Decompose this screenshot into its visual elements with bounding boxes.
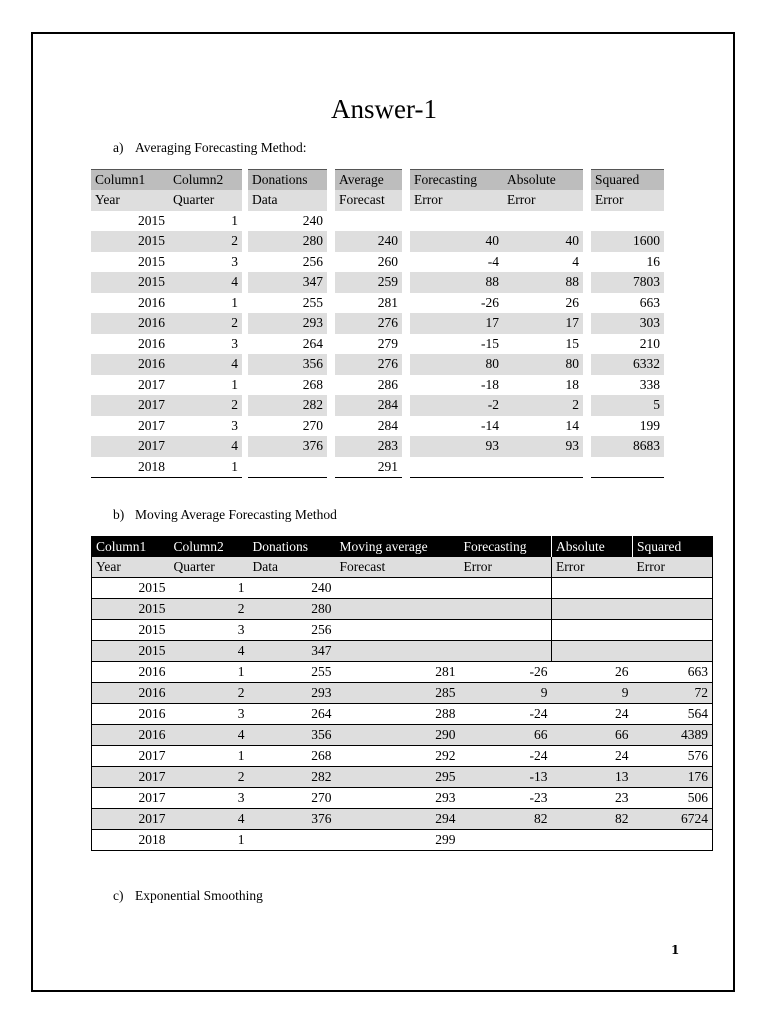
header-cell: Error <box>633 557 713 578</box>
cell-gap <box>583 395 591 416</box>
averaging-forecast-table <box>91 169 664 478</box>
table-cell: 256 <box>302 253 323 269</box>
table-cell: 82 <box>460 809 552 830</box>
table-cell <box>591 211 664 232</box>
table-cell <box>460 641 552 662</box>
table-cell: 1 <box>170 662 249 683</box>
table-cell: 260 <box>377 253 398 269</box>
table-row <box>92 746 713 767</box>
table-cell: 2018 <box>92 830 170 851</box>
table-cell: 576 <box>633 746 713 767</box>
table-cell: 293 <box>336 788 460 809</box>
cell-gap <box>327 395 335 416</box>
header-cell: Data <box>248 190 327 211</box>
table-cell: 4 <box>572 253 579 269</box>
table-row <box>92 662 713 683</box>
table-cell: 2017 <box>138 417 165 433</box>
table-cell: 1 <box>231 212 238 228</box>
table-cell: 66 <box>460 725 552 746</box>
table-cell: 256 <box>249 620 336 641</box>
section-b-number: b) <box>113 507 125 522</box>
header-row <box>91 170 664 191</box>
cell-gap <box>327 211 335 232</box>
table-cell: 2017 <box>92 809 170 830</box>
table-cell: 281 <box>377 294 398 310</box>
cell-gap <box>583 231 591 252</box>
table-cell: 240 <box>302 212 323 228</box>
table-cell: 2015 <box>138 253 165 269</box>
table-cell: 2017 <box>91 395 169 416</box>
table-cell: 15 <box>565 335 579 351</box>
header-row <box>91 190 664 211</box>
table-cell: -4 <box>487 253 499 269</box>
cell-gap <box>583 334 591 355</box>
table-cell: 6332 <box>591 354 664 375</box>
table-cell: -26 <box>481 294 499 310</box>
table-row <box>92 809 713 830</box>
cell-gap <box>583 354 591 375</box>
table-cell: 2 <box>170 683 249 704</box>
table-cell: 2016 <box>92 725 170 746</box>
table-cell: -18 <box>481 376 499 392</box>
section-a-heading <box>113 140 306 156</box>
cell-gap <box>402 436 410 457</box>
table-cell: 338 <box>639 376 660 392</box>
table-cell: 80 <box>503 354 583 375</box>
table-row <box>91 313 664 334</box>
table-cell <box>503 211 583 232</box>
table-row <box>92 788 713 809</box>
header-cell: Squared <box>591 170 664 191</box>
header-cell: Column2 <box>169 170 242 191</box>
table-cell <box>552 620 633 641</box>
table-cell: 347 <box>248 272 327 293</box>
table-cell: 284 <box>377 417 398 433</box>
table-cell <box>552 641 633 662</box>
table-cell: 1 <box>170 830 249 851</box>
table-row <box>91 252 664 273</box>
table-cell: 1 <box>170 746 249 767</box>
table-cell: 4 <box>170 809 249 830</box>
table-cell: 13 <box>552 767 633 788</box>
table-cell <box>460 830 552 851</box>
table-cell: 291 <box>335 457 402 478</box>
table-cell: 80 <box>410 354 503 375</box>
table-cell: 18 <box>565 376 579 392</box>
table-row <box>92 725 713 746</box>
table-cell: 2016 <box>138 335 165 351</box>
cell-gap <box>327 436 335 457</box>
cell-gap <box>402 272 410 293</box>
cell-gap <box>402 231 410 252</box>
table-cell <box>335 211 402 232</box>
table-row <box>91 272 664 293</box>
table-cell: 17 <box>503 313 583 334</box>
table-row <box>91 293 664 314</box>
cell-gap <box>327 457 335 478</box>
cell-gap <box>583 211 591 232</box>
section-a-number: a) <box>113 140 124 155</box>
table-cell <box>633 599 713 620</box>
table-cell: 288 <box>336 704 460 725</box>
table-row <box>91 354 664 375</box>
section-c-title: Exponential Smoothing <box>135 888 263 903</box>
table-cell: 2015 <box>92 641 170 662</box>
table-cell <box>633 641 713 662</box>
table-row <box>91 436 664 457</box>
table-cell: 2016 <box>92 662 170 683</box>
table-cell: 270 <box>249 788 336 809</box>
cell-gap <box>583 436 591 457</box>
table-cell: 2 <box>170 767 249 788</box>
table-cell: 2016 <box>138 294 165 310</box>
header-cell: Forecast <box>335 190 402 211</box>
section-c-heading <box>113 888 263 904</box>
header-cell: Column1 <box>91 170 169 191</box>
table-cell: 66 <box>552 725 633 746</box>
table-cell: 264 <box>249 704 336 725</box>
table-cell: 2 <box>169 395 242 416</box>
table-cell: 2 <box>170 599 249 620</box>
table-cell: 2015 <box>91 272 169 293</box>
cell-gap <box>583 375 591 396</box>
table-cell: 281 <box>336 662 460 683</box>
table-cell <box>552 830 633 851</box>
table-cell: -26 <box>460 662 552 683</box>
table-cell: 255 <box>302 294 323 310</box>
cell-gap <box>402 416 410 437</box>
header-cell: Forecasting <box>410 170 503 191</box>
table-cell: 270 <box>302 417 323 433</box>
table-cell: 2 <box>169 231 242 252</box>
header-cell: Donations <box>248 170 327 191</box>
table-cell: 26 <box>565 294 579 310</box>
table-row <box>91 375 664 396</box>
table-row <box>91 211 664 232</box>
cell-gap <box>327 170 335 191</box>
table-cell: 356 <box>249 725 336 746</box>
table-cell: 2017 <box>92 788 170 809</box>
table-cell: 240 <box>335 231 402 252</box>
table-cell <box>336 620 460 641</box>
table-row <box>92 578 713 599</box>
header-cell: Quarter <box>169 190 242 211</box>
table-cell: 284 <box>335 395 402 416</box>
header-cell: Year <box>92 557 170 578</box>
header-cell: Forecast <box>336 557 460 578</box>
table-cell: 4 <box>169 436 242 457</box>
table-cell: 283 <box>335 436 402 457</box>
header-cell: Error <box>503 190 583 211</box>
table-row <box>92 767 713 788</box>
cell-gap <box>327 272 335 293</box>
table-cell: 210 <box>639 335 660 351</box>
table-cell: 564 <box>633 704 713 725</box>
section-b-heading <box>113 507 337 523</box>
table-cell: 280 <box>249 599 336 620</box>
cell-gap <box>583 190 591 211</box>
table-cell: 6724 <box>633 809 713 830</box>
cell-gap <box>402 395 410 416</box>
cell-gap <box>402 211 410 232</box>
table-cell: 1 <box>231 376 238 392</box>
header-cell: Average <box>335 170 402 191</box>
table-cell: 40 <box>410 231 503 252</box>
table-cell: 282 <box>248 395 327 416</box>
table-cell <box>336 599 460 620</box>
header-cell: Absolute <box>552 537 633 558</box>
table-cell: 259 <box>335 272 402 293</box>
header-cell: Column2 <box>170 537 249 558</box>
table-cell: -15 <box>481 335 499 351</box>
table-row <box>92 620 713 641</box>
table-cell: 8683 <box>591 436 664 457</box>
cell-gap <box>327 313 335 334</box>
table-cell: 286 <box>377 376 398 392</box>
table-cell: -2 <box>410 395 503 416</box>
table-cell: 2 <box>503 395 583 416</box>
table-cell: 3 <box>170 788 249 809</box>
table-cell <box>460 578 552 599</box>
cell-gap <box>402 457 410 478</box>
table-cell: 2015 <box>92 578 170 599</box>
table-cell: 5 <box>591 395 664 416</box>
table-cell <box>410 457 503 478</box>
table-cell: 2 <box>169 313 242 334</box>
table-cell: 240 <box>249 578 336 599</box>
header-cell: Column1 <box>92 537 170 558</box>
cell-gap <box>583 272 591 293</box>
cell-gap <box>583 416 591 437</box>
table-cell: 303 <box>591 313 664 334</box>
header-cell: Squared <box>633 537 713 558</box>
table-cell: 4 <box>169 354 242 375</box>
cell-gap <box>583 293 591 314</box>
table-row <box>92 599 713 620</box>
cell-gap <box>583 457 591 478</box>
table-cell: 3 <box>231 417 238 433</box>
header-cell: Year <box>91 190 169 211</box>
table-cell: 276 <box>335 354 402 375</box>
table-cell: 23 <box>552 788 633 809</box>
table-cell <box>336 578 460 599</box>
header-cell: Quarter <box>170 557 249 578</box>
table-cell: 3 <box>231 253 238 269</box>
table-cell: 293 <box>249 683 336 704</box>
cell-gap <box>402 293 410 314</box>
table-cell: 356 <box>248 354 327 375</box>
table-cell: 2015 <box>138 212 165 228</box>
table-cell: 268 <box>302 376 323 392</box>
table-cell: 376 <box>248 436 327 457</box>
table-cell: 506 <box>633 788 713 809</box>
table-cell: 1600 <box>591 231 664 252</box>
header-cell: Data <box>249 557 336 578</box>
table-cell <box>503 457 583 478</box>
cell-gap <box>402 354 410 375</box>
section-a-title: Averaging Forecasting Method: <box>135 140 307 155</box>
table-cell: 1 <box>231 294 238 310</box>
table-cell: 290 <box>336 725 460 746</box>
header-cell: Moving average <box>336 537 460 558</box>
header-cell: Error <box>460 557 552 578</box>
table-cell: 1 <box>169 457 242 478</box>
table-cell: 2015 <box>92 620 170 641</box>
table-cell: 14 <box>565 417 579 433</box>
table-row <box>91 395 664 416</box>
table-cell: 17 <box>410 313 503 334</box>
table-cell <box>591 457 664 478</box>
table-cell: 7803 <box>591 272 664 293</box>
table-cell: 199 <box>639 417 660 433</box>
table-cell <box>633 620 713 641</box>
table-cell: -24 <box>460 704 552 725</box>
cell-gap <box>402 334 410 355</box>
table-row <box>91 457 664 478</box>
table-cell: 282 <box>249 767 336 788</box>
table-cell: -14 <box>481 417 499 433</box>
header-cell: Donations <box>249 537 336 558</box>
table-cell: 293 <box>248 313 327 334</box>
moving-average-forecast-table <box>91 536 713 851</box>
page-number: 1 <box>671 943 680 957</box>
table-cell: 3 <box>231 335 238 351</box>
cell-gap <box>583 170 591 191</box>
table-cell: 268 <box>249 746 336 767</box>
cell-gap <box>327 416 335 437</box>
table-cell: 93 <box>410 436 503 457</box>
table-cell: 299 <box>336 830 460 851</box>
cell-gap <box>327 231 335 252</box>
table-cell: 264 <box>302 335 323 351</box>
table-cell: 2017 <box>138 376 165 392</box>
header-cell: Error <box>410 190 503 211</box>
table-cell: 176 <box>633 767 713 788</box>
table-cell: 280 <box>248 231 327 252</box>
table-cell: 2018 <box>91 457 169 478</box>
header-row <box>92 537 713 558</box>
table-cell <box>410 211 503 232</box>
table-cell: 26 <box>552 662 633 683</box>
table-cell: 2015 <box>92 599 170 620</box>
header-row <box>92 557 713 578</box>
table-cell: 9 <box>460 683 552 704</box>
table-cell: 279 <box>377 335 398 351</box>
table-cell <box>248 457 327 478</box>
table-cell: 24 <box>552 704 633 725</box>
cell-gap <box>327 375 335 396</box>
table-cell: 294 <box>336 809 460 830</box>
table-cell: 1 <box>170 578 249 599</box>
table-cell: 376 <box>249 809 336 830</box>
table-cell: 292 <box>336 746 460 767</box>
section-b-title: Moving Average Forecasting Method <box>135 507 337 522</box>
table-row <box>91 334 664 355</box>
table-cell: 82 <box>552 809 633 830</box>
table-cell <box>336 641 460 662</box>
table-cell: 2016 <box>92 683 170 704</box>
header-cell: Error <box>591 190 664 211</box>
table-cell: 16 <box>646 253 660 269</box>
table-cell: 3 <box>170 620 249 641</box>
table-row <box>91 231 664 252</box>
table-row <box>91 416 664 437</box>
table-cell: 2016 <box>91 354 169 375</box>
cell-gap <box>402 375 410 396</box>
cell-gap <box>583 313 591 334</box>
table-cell: 2016 <box>91 313 169 334</box>
table-cell: 4389 <box>633 725 713 746</box>
table-cell: -13 <box>460 767 552 788</box>
header-cell: Error <box>552 557 633 578</box>
document-title: Answer-1 <box>331 94 437 124</box>
section-c-number: c) <box>113 888 124 903</box>
cell-gap <box>327 252 335 273</box>
table-cell: 88 <box>410 272 503 293</box>
table-cell: 2017 <box>92 767 170 788</box>
table-cell <box>249 830 336 851</box>
table-cell <box>552 578 633 599</box>
table-cell: 24 <box>552 746 633 767</box>
table-cell: 2017 <box>92 746 170 767</box>
table-cell: 88 <box>503 272 583 293</box>
table-cell <box>633 578 713 599</box>
table-cell: -23 <box>460 788 552 809</box>
table-cell: 9 <box>552 683 633 704</box>
cell-gap <box>327 190 335 211</box>
cell-gap <box>402 190 410 211</box>
table-cell: 663 <box>639 294 660 310</box>
table-row <box>92 830 713 851</box>
table-cell: 2016 <box>92 704 170 725</box>
table-row <box>92 704 713 725</box>
cell-gap <box>583 252 591 273</box>
table-cell: 295 <box>336 767 460 788</box>
cell-gap <box>402 170 410 191</box>
header-cell: Absolute <box>503 170 583 191</box>
table-cell: 40 <box>503 231 583 252</box>
table-cell: -24 <box>460 746 552 767</box>
cell-gap <box>402 313 410 334</box>
cell-gap <box>327 334 335 355</box>
header-cell: Forecasting <box>460 537 552 558</box>
table-cell: 276 <box>335 313 402 334</box>
table-row <box>92 641 713 662</box>
table-cell: 4 <box>170 641 249 662</box>
table-cell: 347 <box>249 641 336 662</box>
table-cell: 285 <box>336 683 460 704</box>
table-cell: 3 <box>170 704 249 725</box>
table-row <box>92 683 713 704</box>
table-cell: 2017 <box>91 436 169 457</box>
table-cell <box>633 830 713 851</box>
table-cell: 93 <box>503 436 583 457</box>
table-cell: 72 <box>633 683 713 704</box>
table-cell: 663 <box>633 662 713 683</box>
table-cell: 255 <box>249 662 336 683</box>
cell-gap <box>402 252 410 273</box>
table-cell <box>460 599 552 620</box>
table-cell <box>460 620 552 641</box>
table-cell: 4 <box>170 725 249 746</box>
cell-gap <box>327 354 335 375</box>
cell-gap <box>327 293 335 314</box>
table-cell <box>552 599 633 620</box>
table-cell: 2015 <box>91 231 169 252</box>
table-cell: 4 <box>169 272 242 293</box>
